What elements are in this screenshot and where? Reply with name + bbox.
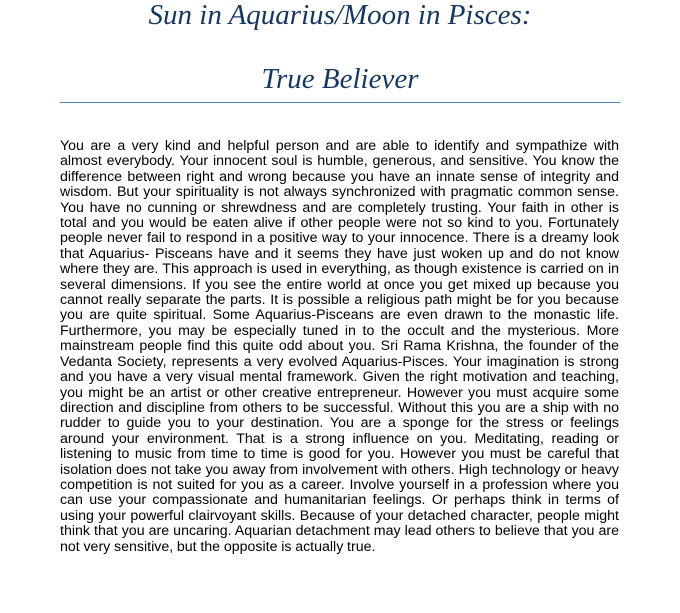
document-title-line-2: True Believer [261,63,419,95]
body-paragraph: You are a very kind and helpful person and are able to identify and sympathize with almost everybody. Your innocent soul is humble, generous, and sensitive. You know the difference between right and wrong because you have an innate sense of integrity and wisdom. But your spirituality is not always synchronized with pragmatic common sense. You have no cunning or shrewdness and are completely trusting. Your faith in other is total and you would be eaten alive if other people were not so kind to you. Fortunately people never fail to respond in a positive way to your innocence. There is a dreamy look that Aquarius- Pisceans have and it seems they have just woken up and do not know where they are. This approach is used in everything, as though existence is carried on in several dimensions. If you see the entire world at once you get mixed up because you cannot really separate the parts. It is possible a religious path might be for you because you are quite spiritual. Some Aquarius-Pisceans are even drawn to the monastic life. Furthermore, you may be especially tuned in to the occult and the mysterious. More mainstream people find this quite odd about you. Sri Rama Krishna, the founder of the Vedanta Society, represents a very evolved Aquarius-Pisces. Your imagination is strong and you have a very visual mental framework. Given the right motivation and teaching, you might be an artist or other creative entrepreneur. However you must acquire some direction and discipline from others to be successful. Without this you are a ship with no rudder to guide you to your destination. You are a sponge for the stress or feelings around your environment. That is a strong influence on you. Meditating, reading or listening to music from time to time is good for you. However you must be careful that isolation does not take you away from involvement with others. High technology or heavy competition is not suited for you as a career. Involve yourself in a profession where you can use your compassionate and humanitarian feelings. Or perhaps think in terms of using your powerful clairvoyant skills. Because of your detached character, people might think that you are uncaring. Aquarian detachment may lead others to believe that you are not very sensitive, but the opposite is actually true. [60,138,619,555]
document-title-line-1: Sun in Aquarius/Moon in Pisces: [148,0,532,31]
title-divider [60,102,620,103]
